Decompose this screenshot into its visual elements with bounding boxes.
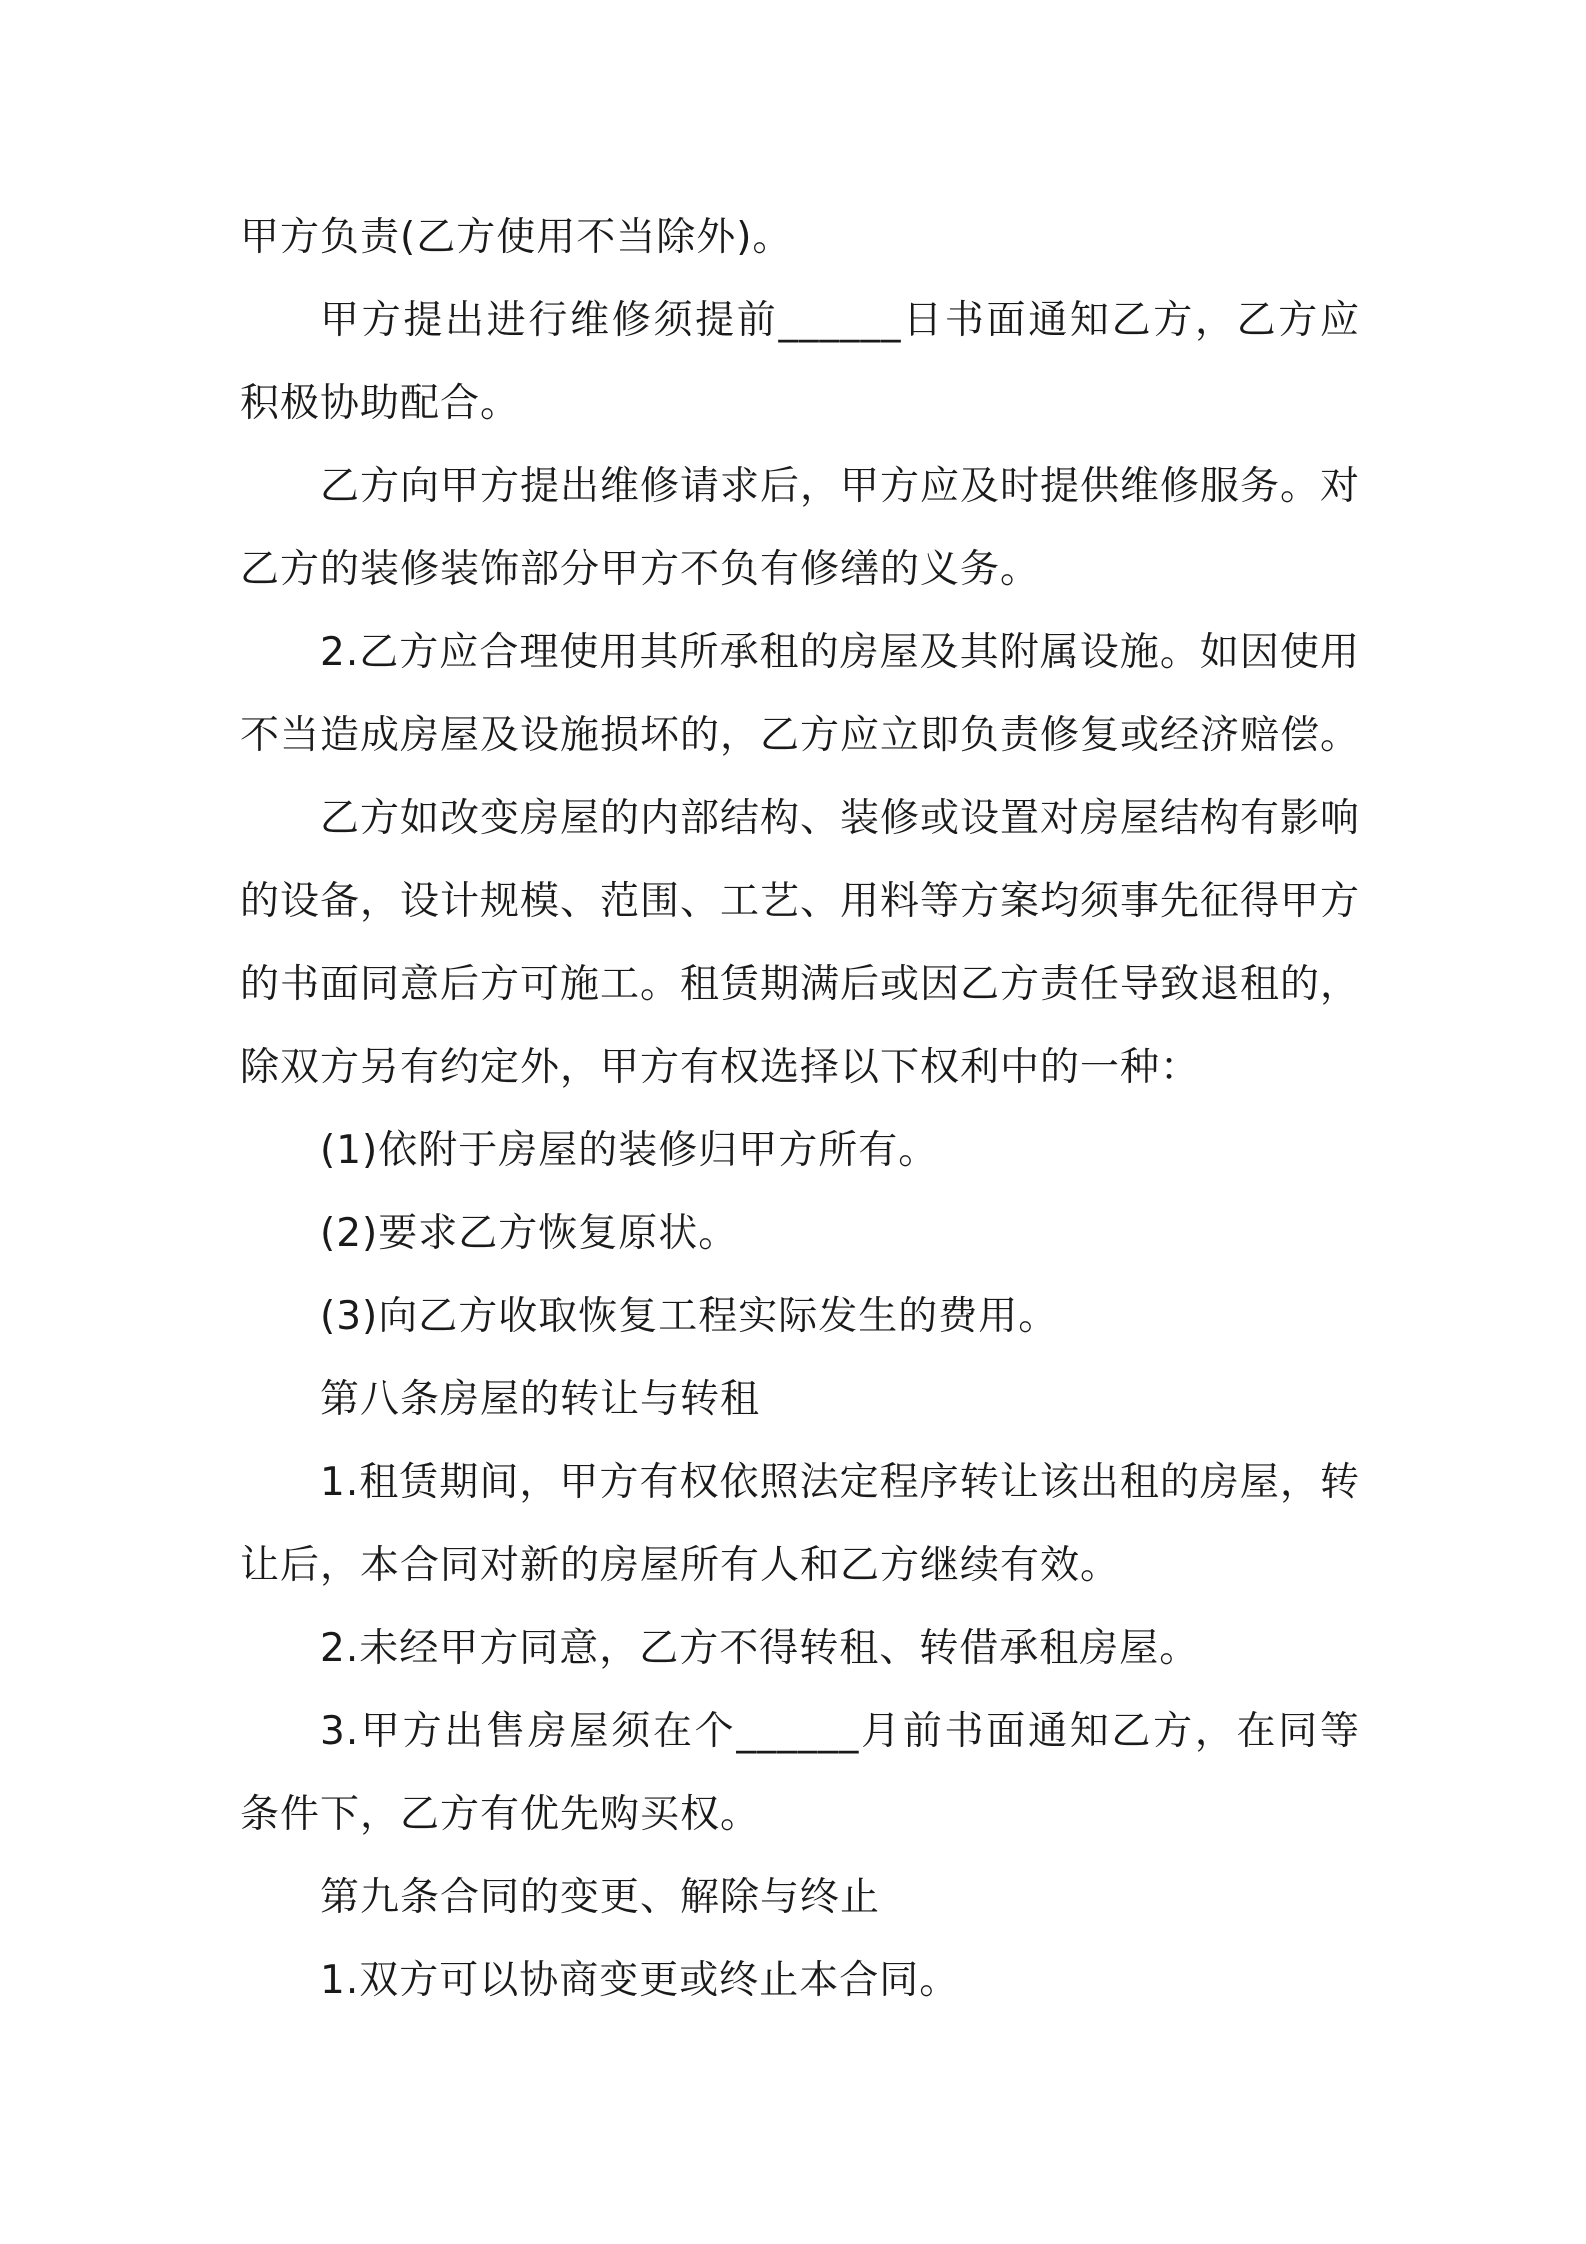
paragraph: 3.甲方出售房屋须在个______月前书面通知乙方，在同等条件下，乙方有优先购买权。	[240, 1709, 1360, 1837]
list-item: (1)依附于房屋的装修归甲方所有。	[320, 1128, 939, 1173]
paragraph: 乙方如改变房屋的内部结构、装修或设置对房屋结构有影响的设备，设计规模、范围、工艺、用料等方案均须事先征得甲方的书面同意后方可施工。租赁期满后或因乙方责任导致退租的，除双方另有约定外，甲方有权选择以下权利中的一种：	[240, 796, 1361, 1090]
section-heading: 第八条房屋的转让与转租	[320, 1377, 761, 1422]
paragraph: 2.未经甲方同意，乙方不得转租、转借承租房屋。	[320, 1626, 1200, 1671]
list-item: (3)向乙方收取恢复工程实际发生的费用。	[320, 1294, 1059, 1339]
paragraph: 甲方提出进行维修须提前______日书面通知乙方，乙方应积极协助配合。	[240, 298, 1360, 426]
paragraph: 1.租赁期间，甲方有权依照法定程序转让该出租的房屋，转让后，本合同对新的房屋所有人和乙方继续有效。	[240, 1460, 1360, 1588]
paragraph: 甲方负责(乙方使用不当除外)。	[240, 215, 793, 260]
paragraph: 1.双方可以协商变更或终止本合同。	[320, 1958, 960, 2003]
section-heading: 第九条合同的变更、解除与终止	[320, 1875, 881, 1920]
contract-text-body	[240, 196, 1360, 2022]
paragraph: 2.乙方应合理使用其所承租的房屋及其附属设施。如因使用不当造成房屋及设施损坏的，乙方应立即负责修复或经济赔偿。	[240, 630, 1361, 758]
paragraph: 乙方向甲方提出维修请求后，甲方应及时提供维修服务。对乙方的装修装饰部分甲方不负有修缮的义务。	[240, 464, 1361, 592]
list-item: (2)要求乙方恢复原状。	[320, 1211, 739, 1256]
